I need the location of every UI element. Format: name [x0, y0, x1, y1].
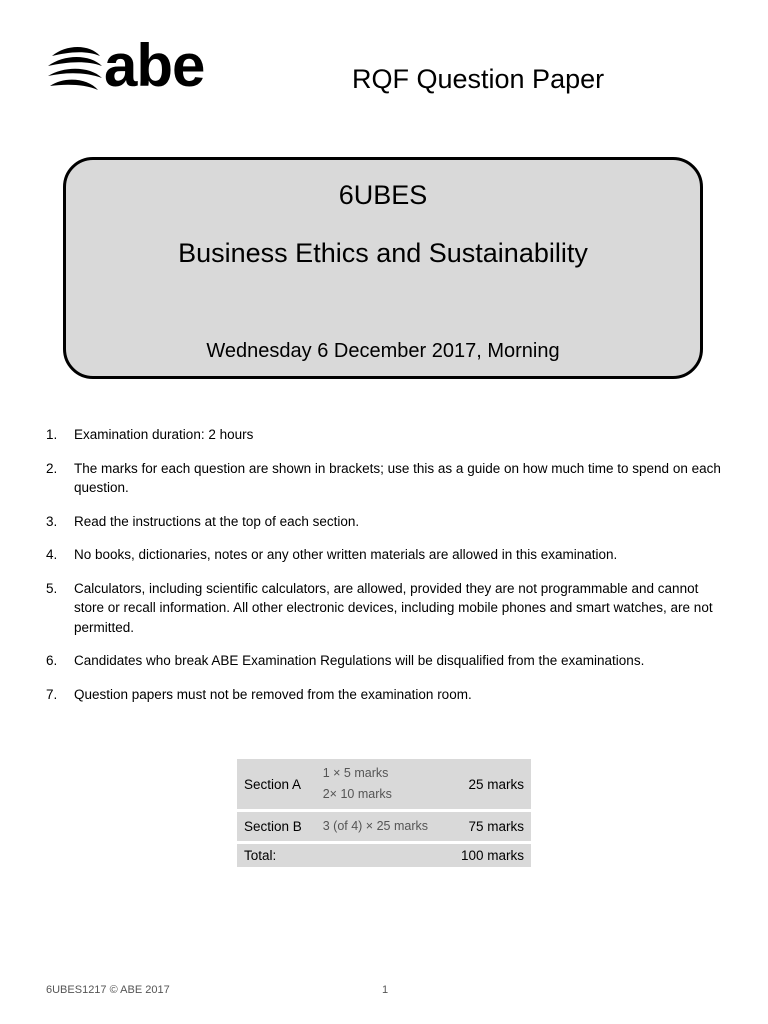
instruction-number: 4. — [46, 547, 58, 562]
paper-code: 6UBES — [338, 180, 428, 210]
instruction-number: 7. — [46, 686, 58, 702]
total-label: Total: — [237, 844, 316, 867]
section-detail: 3 (of 4) × 25 marks — [316, 812, 447, 841]
instruction-text: Calculators, including scientific calculators, are allowed, provided they are not programmable and cannot store or recall information. All other electronic devices, including mobile phones and smart watches, are not permitted. — [74, 580, 713, 635]
instruction-number: 2. — [46, 460, 58, 476]
empty-cell — [316, 844, 447, 867]
paper-subject: Business Ethics and Sustainability — [178, 238, 588, 268]
detail-line: 1 × 5 marks — [322, 766, 389, 780]
instruction-text: No books, dictionaries, notes or any other written materials are allowed in this examination. — [74, 547, 618, 562]
section-detail — [316, 759, 447, 809]
table-row — [237, 759, 531, 809]
exam-date: Wednesday 6 December 2017, Morning — [206, 340, 560, 362]
section-marks: 25 marks — [447, 759, 532, 809]
instruction-number: 1. — [46, 427, 58, 442]
instruction-item — [46, 579, 726, 638]
marks-table — [237, 756, 531, 870]
detail-line: 2× 10 marks — [322, 787, 392, 801]
instruction-text: The marks for each question are shown in brackets; use this as a guide on how much time to spend on each question. — [74, 460, 721, 495]
instruction-item — [46, 459, 726, 498]
abe-logo — [46, 32, 236, 100]
logo-wordmark: abe — [104, 32, 205, 99]
instruction-text: Read the instructions at the top of each section. — [74, 513, 360, 529]
table-row — [237, 812, 531, 841]
instruction-number: 5. — [46, 580, 58, 596]
section-marks: 75 marks — [447, 812, 532, 841]
page-number: 1 — [382, 984, 389, 996]
instruction-number: 6. — [46, 653, 58, 668]
section-label: Section A — [237, 759, 316, 809]
instruction-item — [46, 545, 726, 565]
instruction-item — [46, 685, 726, 705]
instruction-text: Examination duration: 2 hours — [74, 427, 254, 442]
instruction-item — [46, 512, 726, 532]
instruction-item — [46, 425, 726, 445]
section-label: Section B — [237, 812, 316, 841]
instructions-list — [46, 425, 726, 718]
instruction-text: Candidates who break ABE Examination Regulations will be disqualified from the examinations. — [74, 653, 645, 668]
instruction-number: 3. — [46, 513, 58, 529]
footer-code: 6UBES1217 © ABE 2017 — [46, 984, 170, 996]
instruction-item — [46, 651, 726, 671]
title-box — [63, 157, 703, 379]
paper-title: RQF Question Paper — [352, 64, 605, 94]
table-row — [237, 844, 531, 867]
abe-swoosh-icon — [46, 46, 104, 96]
total-marks: 100 marks — [447, 844, 532, 867]
instruction-text: Question papers must not be removed from the examination room. — [74, 686, 472, 702]
